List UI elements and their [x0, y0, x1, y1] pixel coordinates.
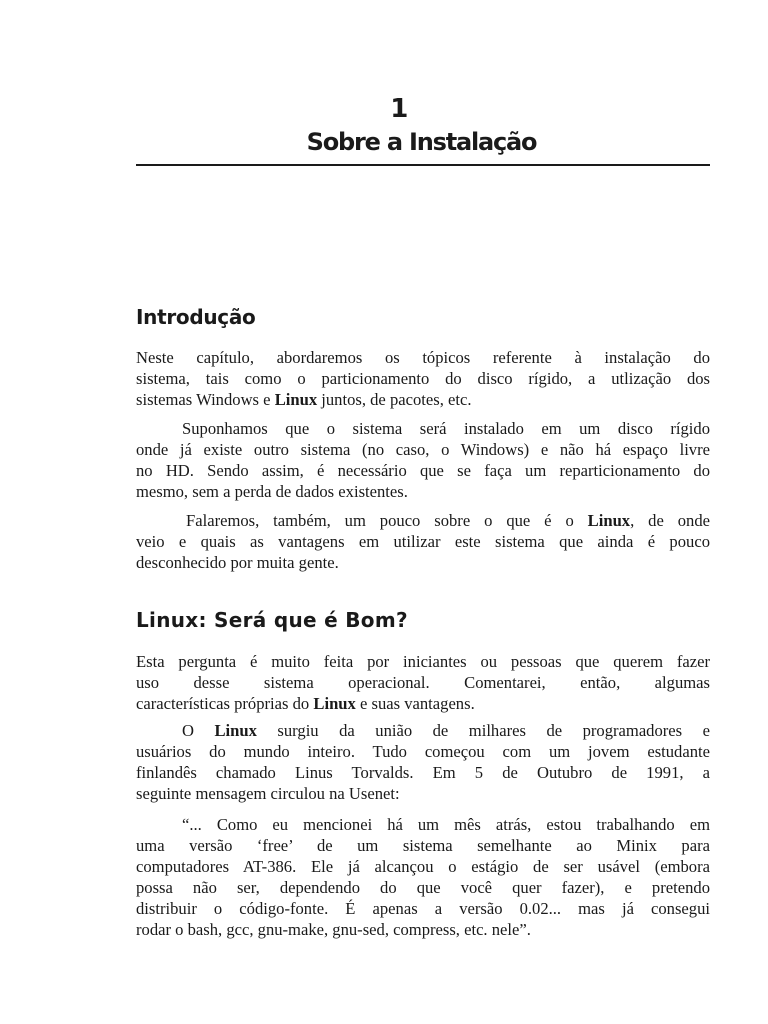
paragraph-line: computadores AT-386. Ele já alcançou o estágio de ser usável (embora: [136, 857, 710, 876]
chapter-number: 1: [390, 94, 408, 124]
paragraph-line: uso desse sistema operacional. Comentarei, então, algumas: [136, 673, 710, 692]
paragraph-line: “... Como eu mencionei há um mês atrás, estou trabalhando em: [182, 815, 710, 834]
paragraph-line: rodar o bash, gcc, gnu-make, gnu-sed, compress, etc. nele”.: [136, 920, 531, 939]
section-heading-introducao: Introdução: [136, 305, 256, 329]
paragraph-line: sistemas Windows e Linux juntos, de pacotes, etc.: [136, 390, 472, 409]
paragraph-line: usuários do mundo inteiro. Tudo começou com um jovem estudante: [136, 742, 710, 761]
paragraph-line: mesmo, sem a perda de dados existentes.: [136, 482, 408, 501]
paragraph-line: sistema, tais como o particionamento do disco rígido, a utlização dos: [136, 369, 710, 388]
paragraph: [136, 418, 710, 502]
paragraph: [136, 510, 710, 573]
paragraph: [136, 720, 710, 804]
section-heading-linux-bom: Linux: Será que é Bom?: [136, 608, 408, 632]
paragraph-line: veio e quais as vantagens em utilizar este sistema que ainda é pouco: [136, 532, 710, 551]
paragraph-line: Esta pergunta é muito feita por iniciantes ou pessoas que querem fazer: [136, 652, 710, 671]
paragraph: [136, 651, 710, 714]
brand-name: Linux: [274, 390, 318, 409]
paragraph-line: Suponhamos que o sistema será instalado em um disco rígido: [182, 419, 710, 438]
paragraph: [136, 347, 710, 410]
paragraph-line: desconhecido por muita gente.: [136, 553, 339, 572]
chapter-divider: [136, 164, 710, 166]
paragraph-line: Neste capítulo, abordaremos os tópicos referente à instalação do: [136, 348, 710, 367]
paragraph-line: finlandês chamado Linus Torvalds. Em 5 de Outubro de 1991, a: [136, 763, 710, 782]
brand-name: Linux: [587, 511, 631, 530]
brand-name: Linux: [214, 721, 257, 740]
chapter-title: Sobre a Instalação: [306, 128, 537, 156]
brand-name: Linux: [313, 694, 356, 713]
paragraph-line: Falaremos, também, um pouco sobre o que é o Linux, de onde: [186, 511, 710, 530]
paragraph-line: onde já existe outro sistema (no caso, o Windows) e não há espaço livre: [136, 440, 710, 459]
paragraph-line: possa não ser, dependendo do que você quer fazer), e pretendo: [136, 878, 710, 897]
paragraph-line: seguinte mensagem circulou na Usenet:: [136, 784, 400, 803]
paragraph-line: distribuir o código-fonte. É apenas a versão 0.02... mas já consegui: [136, 899, 710, 918]
paragraph-line: uma versão ‘free’ de um sistema semelhante ao Minix para: [136, 836, 710, 855]
paragraph: [136, 814, 710, 940]
paragraph-line: no HD. Sendo assim, é necessário que se faça um reparticionamento do: [136, 461, 710, 480]
paragraph-line: O Linux surgiu da união de milhares de programadores e: [182, 721, 710, 740]
paragraph-line: características próprias do Linux e suas vantagens.: [136, 694, 475, 713]
